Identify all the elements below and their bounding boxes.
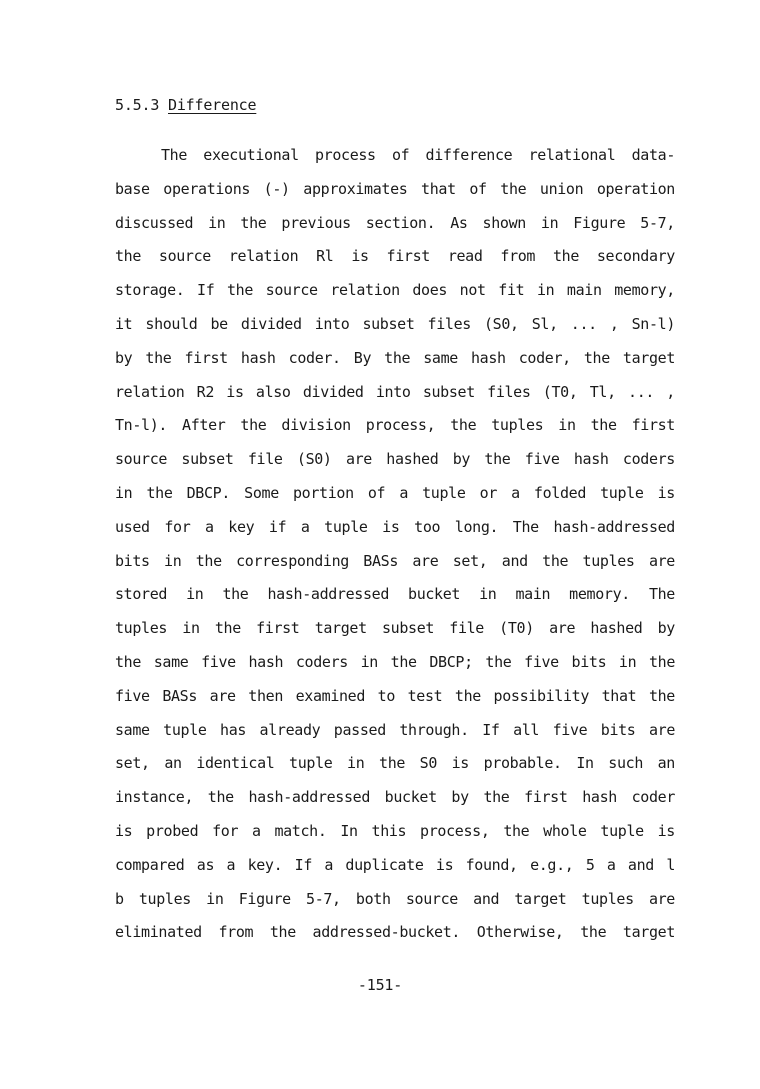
paragraph-line: by the first hash coder. By the same hash coder, the target	[115, 348, 675, 367]
paragraph-line: bits in the corresponding BASs are set, and the tuples are	[115, 551, 675, 570]
paragraph-line: eliminated from the addressed-bucket. Otherwise, the target	[115, 923, 675, 942]
paragraph-line: the same five hash coders in the DBCP; the five bits in the	[115, 652, 675, 671]
paragraph-line: is probed for a match. In this process, the whole tuple is	[115, 821, 675, 840]
paragraph-line: it should be divided into subset files (S0, Sl, ... , Sn-l)	[115, 314, 675, 333]
paragraph-line: discussed in the previous section. As shown in Figure 5-7,	[115, 213, 675, 232]
paragraph-line: set, an identical tuple in the S0 is probable. In such an	[115, 754, 675, 773]
paragraph-line: the source relation Rl is first read from the secondary	[115, 247, 675, 266]
body-paragraph	[115, 144, 675, 955]
paragraph-line: in the DBCP. Some portion of a tuple or a folded tuple is	[115, 483, 675, 502]
paragraph-line: used for a key if a tuple is too long. The hash-addressed	[115, 517, 675, 536]
paragraph-line: stored in the hash-addressed bucket in main memory. The	[115, 585, 675, 604]
paragraph-line: five BASs are then examined to test the possibility that the	[115, 686, 675, 705]
paragraph-line: b tuples in Figure 5-7, both source and target tuples are	[115, 889, 675, 908]
paragraph-line: compared as a key. If a duplicate is found, e.g., 5 a and l	[115, 855, 675, 874]
paragraph-line: relation R2 is also divided into subset files (T0, Tl, ... ,	[115, 382, 675, 401]
section-heading	[115, 94, 256, 116]
paragraph-line: The executional process of difference relational data-	[161, 146, 675, 164]
paragraph-line: base operations (-) approximates that of the union operation	[115, 179, 675, 198]
paragraph-line: Tn-l). After the division process, the tuples in the first	[115, 416, 675, 435]
paragraph-line: instance, the hash-addressed bucket by the first hash coder	[115, 788, 675, 807]
paragraph-line: storage. If the source relation does not fit in main memory,	[115, 281, 675, 300]
section-title: Difference	[168, 96, 257, 114]
paragraph-line: same tuple has already passed through. If all five bits are	[115, 720, 675, 739]
page-number: -151-	[357, 976, 403, 994]
section-number: 5.5.3	[115, 96, 160, 114]
paragraph-line: source subset file (S0) are hashed by the five hash coders	[115, 450, 675, 469]
paragraph-line: tuples in the first target subset file (T0) are hashed by	[115, 619, 675, 638]
